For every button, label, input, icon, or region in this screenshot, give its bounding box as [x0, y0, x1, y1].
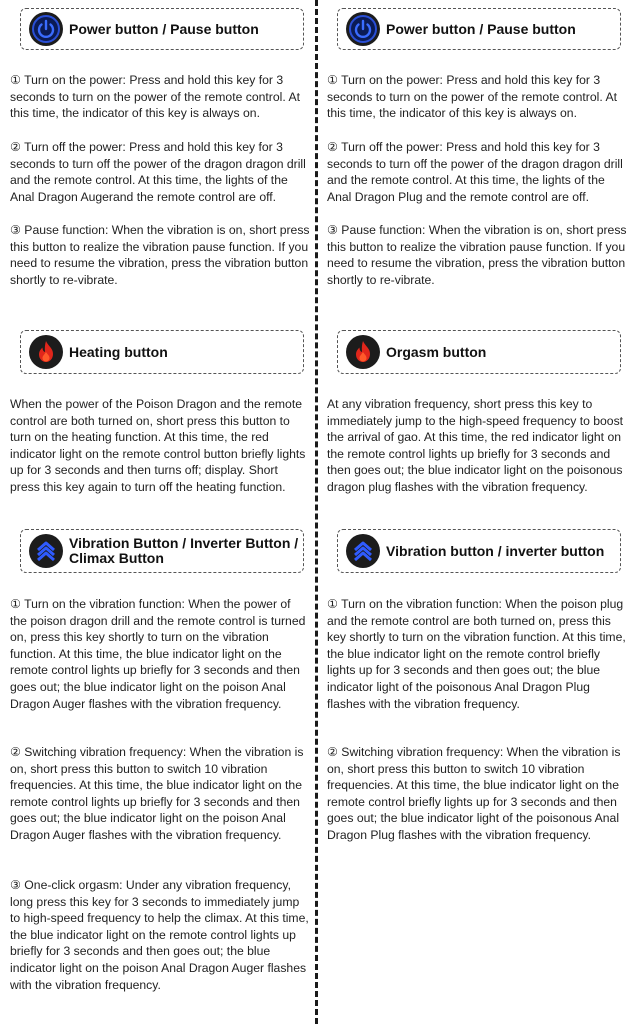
- header-title: Vibration button / inverter button: [386, 542, 605, 559]
- paragraph: When the power of the Poison Dragon and the remote control are both turned on, short press this button to turn on the heating function. At this time, the red indicator light on the remote control button briefly lights up for 3 seconds and then turns off; display. Short press this key again to turn off the heating function.: [10, 397, 306, 494]
- power-pause-header: [337, 8, 621, 50]
- chevrons-up-icon: [29, 534, 63, 568]
- header-title: Heating button: [69, 343, 168, 360]
- header-title: Vibration Button / Inverter Button / Climax Button: [69, 535, 299, 566]
- paragraph: At any vibration frequency, short press this key to immediately jump to the high-speed frequency to boost the arrival of gao. At this time, the red indicator light on the remote control lights up briefly for 3 seconds and then goes out; the blue indicator light on the poisonous dragon plug flashes with the vibration frequency.: [327, 397, 624, 494]
- flame-icon: [346, 335, 380, 369]
- paragraph: ② Turn off the power: Press and hold this key for 3 seconds to turn off the power of the dragon dragon drill and the remote control. At this time, the lights of the Anal Dragon Plug and the remote control are off.: [327, 140, 623, 204]
- paragraph: ① Turn on the power: Press and hold this key for 3 seconds to turn on the power of the remote control. At this time, the indicator of this key is always on.: [327, 73, 617, 121]
- paragraph: ② Switching vibration frequency: When the vibration is on, short press this button to switch 10 vibration frequencies. At this time, the blue indicator light on the remote control briefly lights up for 3 seconds and then goes out; the blue indicator light of the poisonous Anal Dragon Plug flashes with the vibration frequency.: [327, 745, 621, 842]
- power-icon: [346, 12, 380, 46]
- orgasm-header: [337, 330, 621, 374]
- heating-header: [20, 330, 304, 374]
- paragraph: ① Turn on the vibration function: When the power of the poison dragon drill and the remote control is turned on, press this key shortly to turn on the vibration function. At this time, the blue indicator light on the remote control lights up briefly for 3 seconds and then goes out; the blue indicator light on the poison Anal Dragon Auger flashes with the vibration frequency.: [10, 597, 306, 711]
- paragraph: ③ Pause function: When the vibration is on, short press this button to realize the vibration pause function. If you need to resume the vibration, press the vibration button shortly to re-vibrate.: [10, 223, 310, 287]
- vibration-header: [20, 529, 304, 573]
- header-title: Power button / Pause button: [386, 20, 576, 37]
- header-title: Power button / Pause button: [69, 20, 259, 37]
- paragraph: ③ Pause function: When the vibration is on, short press this button to realize the vibration pause function. If you need to resume the vibration, press the vibration button shortly to re-vibrate.: [327, 223, 627, 287]
- paragraph: ① Turn on the vibration function: When the poison plug and the remote control are both turned on, press this key shortly to turn on the vibration function. At this time, the blue indicator light on the remote control briefly lights up for 3 seconds and then goes out; the blue indicator light of the poisonous Anal Dragon Plug flashes with the vibration frequency.: [327, 597, 626, 711]
- power-pause-header: [20, 8, 304, 50]
- paragraph: ② Switching vibration frequency: When the vibration is on, short press this button to switch 10 vibration frequencies. At this time, the blue indicator light on the remote control lights up briefly for 3 seconds and then goes out; the blue indicator light on the poison Anal Dragon Auger flashes with the vibration frequency.: [10, 745, 304, 842]
- paragraph: ① Turn on the power: Press and hold this key for 3 seconds to turn on the power of the remote control. At this time, the indicator of this key is always on.: [10, 73, 300, 121]
- paragraph: ② Turn off the power: Press and hold this key for 3 seconds to turn off the power of the dragon dragon drill and the remote control. At this time, the lights of the Anal Dragon Augerand the remote control are off.: [10, 140, 306, 204]
- vibration-header: [337, 529, 621, 573]
- chevrons-up-icon: [346, 534, 380, 568]
- power-icon: [29, 12, 63, 46]
- column-divider: [315, 0, 318, 1024]
- header-title: Orgasm button: [386, 343, 487, 360]
- paragraph: ③ One-click orgasm: Under any vibration frequency, long press this key for 3 seconds to immediately jump to high-speed frequency to help the climax. At this time, the blue indicator light on the remote control lights up briefly for 3 seconds and then goes out; the blue indicator light on the poison Anal Dragon Auger flashes with the vibration frequency.: [10, 878, 309, 992]
- flame-icon: [29, 335, 63, 369]
